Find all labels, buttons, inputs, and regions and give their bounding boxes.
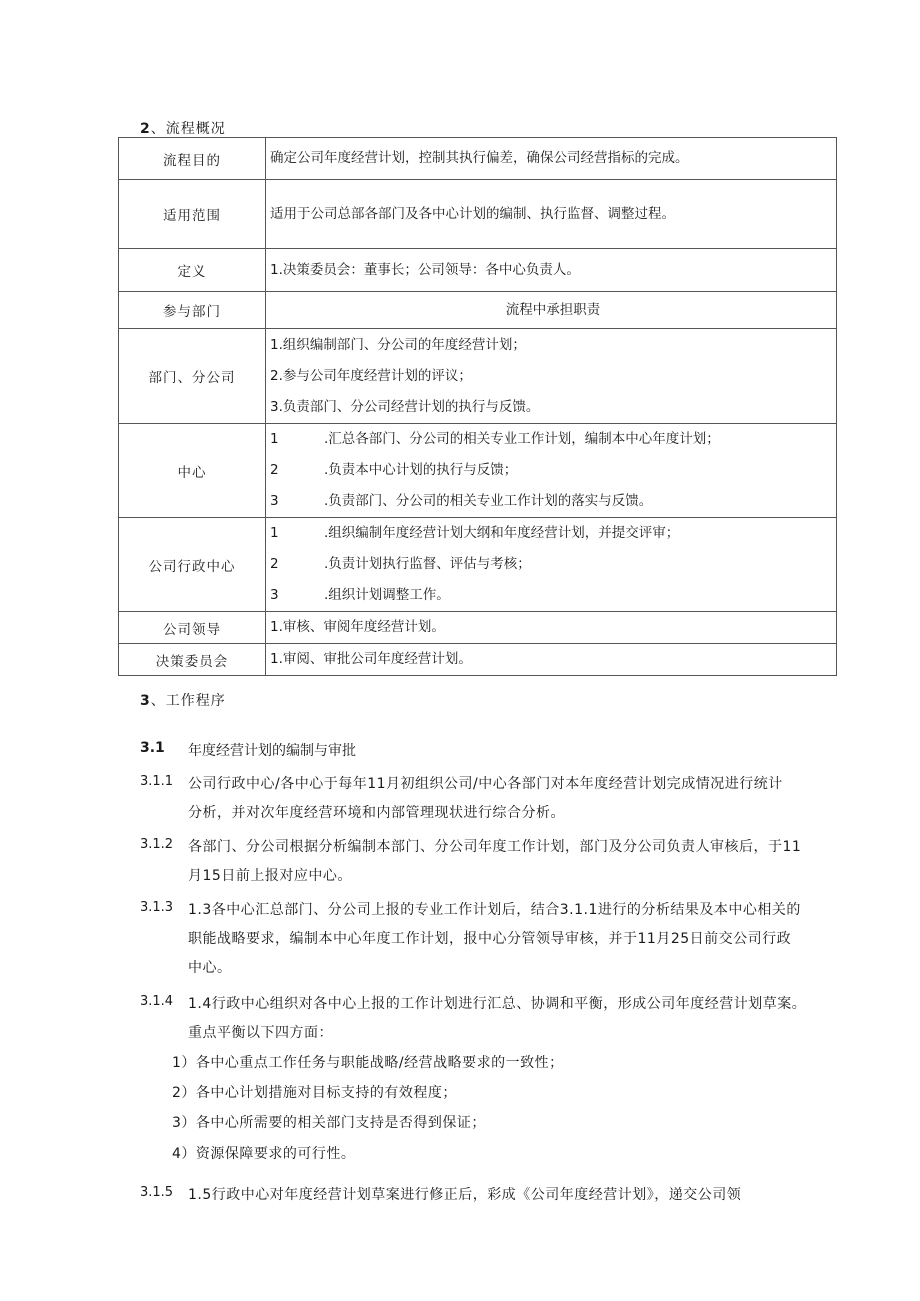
list-item: 3 .负责部门、分公司的相关专业工作计划的落实与反馈。 [270,493,653,509]
list-item: 1 .汇总各部门、分公司的相关专业工作计划，编制本中心年度计划； [270,431,720,447]
table-row [119,644,837,676]
clause-text-line: 公司行政中心/各中心于每年11月初组织公司/中心各部门对本年度经营计划完成情况进行统计 [188,776,783,792]
row-label: 公司领导 [119,612,266,644]
table-row [119,612,837,644]
row-label: 参与部门 [119,292,266,329]
section-title: 、工作程序 [150,693,226,709]
table-row [119,292,837,329]
clause-text-line: 中心。 [188,960,232,976]
table-row [119,424,837,518]
clause-text-line: 1.4行政中心组织对各中心上报的工作计划进行汇总、协调和平衡，形成公司年度经营计划草案。 [188,996,807,1012]
clause-number: 3.1.2 [140,837,174,852]
row-content: 适用于公司总部各部门及各中心计划的编制、执行监督、调整过程。 [266,180,837,249]
list-item: 3）各中心所需要的相关部门支持是否得到保证； [172,1115,486,1131]
clause-text-line: 分析，并对次年度经营环境和内部管理现状进行综合分析。 [188,805,565,821]
clause-text-line: 1.5行政中心对年度经营计划草案进行修正后，彩成《公司年度经营计划》，递交公司领 [188,1187,742,1203]
clause-text-line: 职能战略要求，编制本中心年度工作计划，报中心分管领导审核，并于11月25日前交公司行政 [188,931,792,947]
section-2-heading [140,118,226,138]
row-label: 决策委员会 [119,644,266,676]
table-row [119,180,837,249]
row-content: 1.组织编制部门、分公司的年度经营计划； 2.参与公司年度经营计划的评议； 3.负责部门、分公司经营计划的执行与反馈。 [266,329,837,424]
row-content: 确定公司年度经营计划，控制其执行偏差，确保公司经营指标的完成。 [266,138,837,180]
row-content: 流程中承担职责 [266,292,837,329]
list-item: 1）各中心重点工作任务与职能战略/经营战略要求的一致性； [172,1055,564,1071]
clause-text-line: 月15日前上报对应中心。 [188,868,352,884]
clause-number: 3.1.1 [140,774,174,789]
clause-number: 3.1.3 [140,900,174,915]
table-row [119,518,837,612]
clause-text-line: 1.3各中心汇总部门、分公司上报的专业工作计划后，结合3.1.1进行的分析结果及本中心相关的 [188,902,801,918]
row-content: 1.审阅、审批公司年度经营计划。 [266,644,837,676]
subsection-number: 3.1 [140,740,165,756]
row-label: 部门、分公司 [119,329,266,424]
row-label: 中心 [119,424,266,518]
clause-text-line: 重点平衡以下四方面： [188,1025,333,1041]
row-content [266,518,837,612]
table-row [119,329,837,424]
process-overview-table [118,137,837,676]
section-number: 3 [140,693,151,709]
row-label: 流程目的 [119,138,266,180]
clause-number: 3.1.5 [140,1185,174,1200]
row-label: 适用范围 [119,180,266,249]
clause-text-line: 各部门、分公司根据分析编制本部门、分公司年度工作计划，部门及分公司负责人审核后，于11 [188,839,802,855]
row-label: 公司行政中心 [119,518,266,612]
table-row [119,249,837,292]
list-item: 4）资源保障要求的可行性。 [172,1146,356,1162]
list-item: 2）各中心计划措施对目标支持的有效程度； [172,1085,457,1101]
row-content: 1.决策委员会：董事长；公司领导：各中心负责人。 [266,249,837,292]
list-item: 1 .组织编制年度经营计划大纲和年度经营计划，并提交评审； [270,525,680,541]
list-item: 2 .负责本中心计划的执行与反馈； [270,462,518,478]
section-number: 2 [140,121,151,137]
list-item: 2 .负责计划执行监督、评估与考核； [270,556,531,572]
row-label: 定义 [119,249,266,292]
list-item: 3 .组织计划调整工作。 [270,587,450,603]
section-3-heading [140,690,226,710]
table-row [119,138,837,180]
subsection-title: 年度经营计划的编制与审批 [188,743,356,759]
row-content [266,424,837,518]
section-title: 、流程概况 [150,121,226,137]
row-content: 1.审核、审阅年度经营计划。 [266,612,837,644]
clause-number: 3.1.4 [140,994,174,1009]
